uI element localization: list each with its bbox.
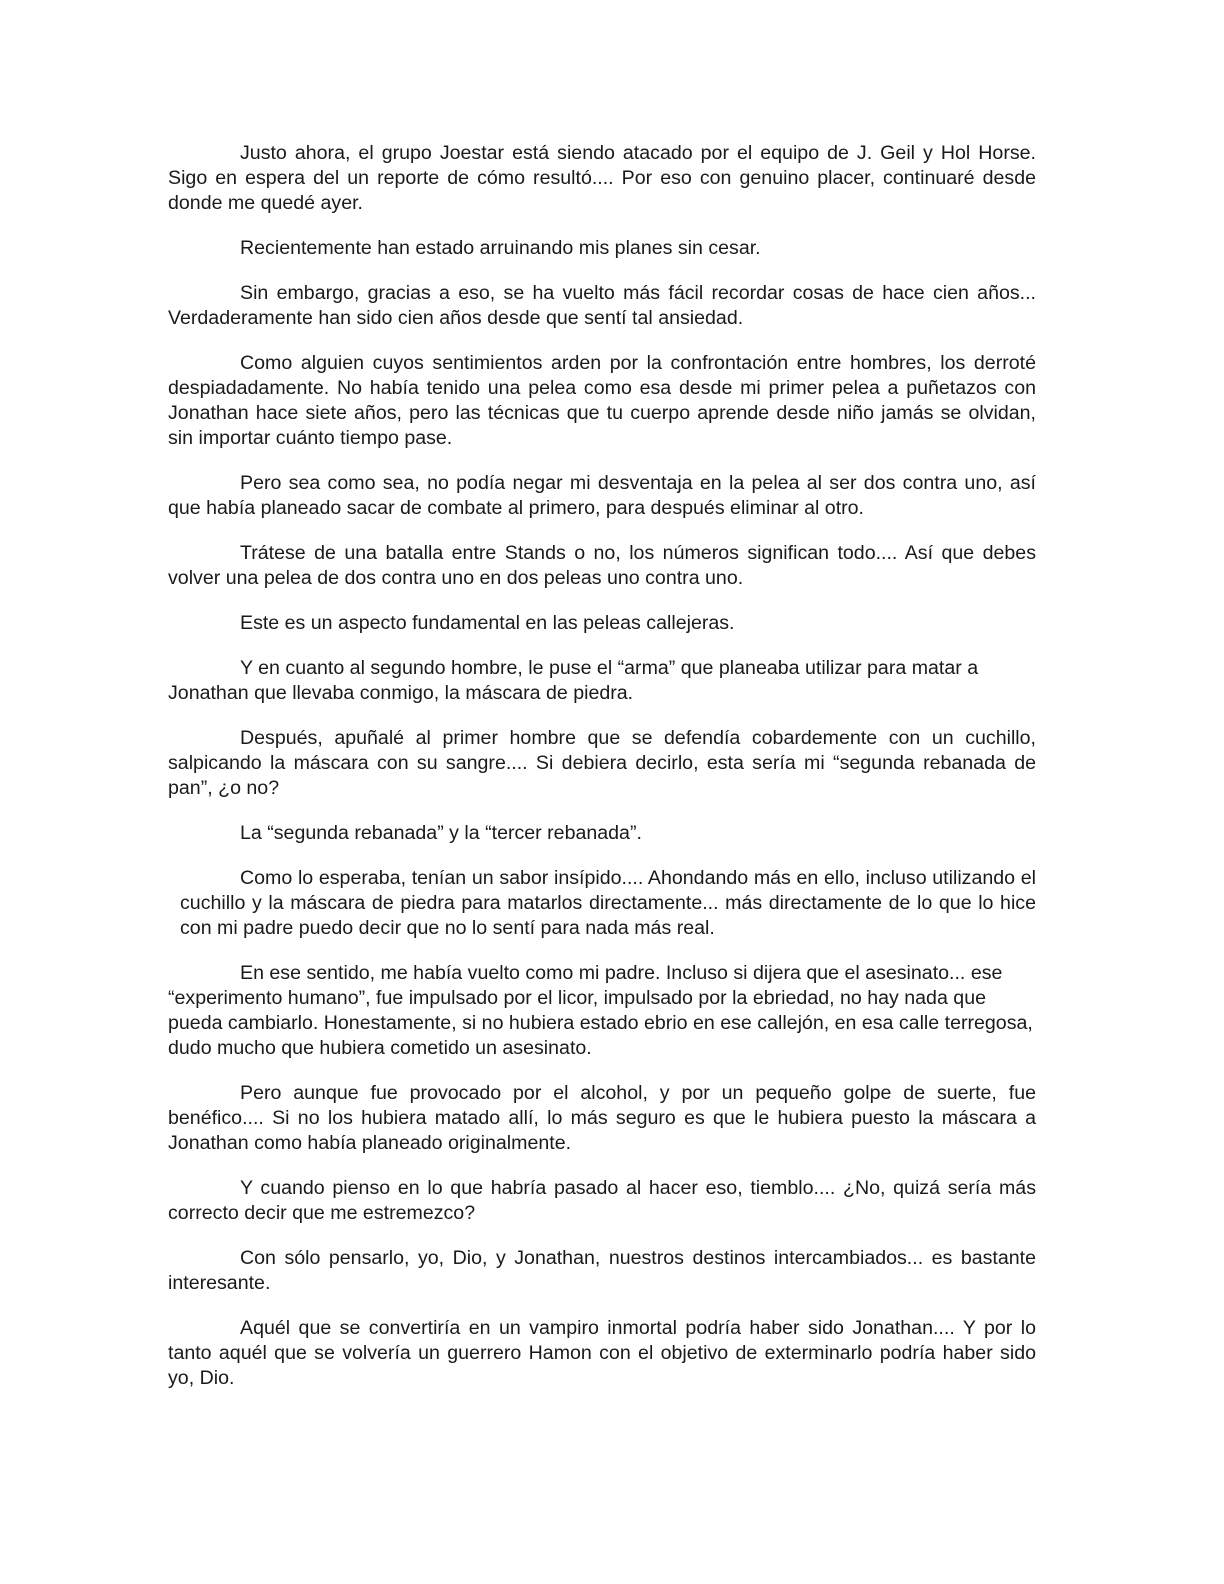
- paragraph: En ese sentido, me había vuelto como mi padre. Incluso si dijera que el asesinato... ese “experimento humano”, fue impulsado por el licor, impulsado por la ebriedad, no hay nada que pueda cambiarlo. Honestamente, si no hubiera estado ebrio en ese callejón, en esa calle terregosa, dudo mucho que hubiera cometido un asesinato.: [168, 962, 1033, 1059]
- paragraph: Pero sea como sea, no podía negar mi desventaja en la pelea al ser dos contra uno, así que había planeado sacar de combate al primero, para después eliminar al otro.: [168, 472, 1036, 519]
- paragraph: Y cuando pienso en lo que habría pasado al hacer eso, tiemblo.... ¿No, quizá sería más correcto decir que me estremezco?: [168, 1177, 1036, 1224]
- paragraph: La “segunda rebanada” y la “tercer rebanada”.: [240, 822, 642, 844]
- paragraph: Este es un aspecto fundamental en las peleas callejeras.: [240, 612, 735, 634]
- paragraph: Y en cuanto al segundo hombre, le puse el “arma” que planeaba utilizar para matar a Jonathan que llevaba conmigo, la máscara de piedra.: [168, 657, 979, 704]
- body-text: [168, 141, 1036, 1411]
- paragraph: Como lo esperaba, tenían un sabor insípido.... Ahondando más en ello, incluso utilizando el cuchillo y la máscara de piedra para matarlos directamente... más directamente de lo que lo hice con mi padre puedo decir que no lo sentí para nada más real.: [180, 867, 1036, 939]
- paragraph: Recientemente han estado arruinando mis planes sin cesar.: [240, 237, 761, 259]
- paragraph: Sin embargo, gracias a eso, se ha vuelto más fácil recordar cosas de hace cien años... Verdaderamente han sido cien años desde que sentí tal ansiedad.: [168, 282, 1036, 329]
- paragraph: Trátese de una batalla entre Stands o no, los números significan todo.... Así que debes volver una pelea de dos contra uno en dos peleas uno contra uno.: [168, 542, 1036, 589]
- paragraph: Pero aunque fue provocado por el alcohol, y por un pequeño golpe de suerte, fue benéfico.... Si no los hubiera matado allí, lo más seguro es que le hubiera puesto la máscara a Jonathan como había planeado originalmente.: [168, 1082, 1036, 1154]
- paragraph: Después, apuñalé al primer hombre que se defendía cobardemente con un cuchillo, salpicando la máscara con su sangre.... Si debiera decirlo, esta sería mi “segunda rebanada de pan”, ¿o no?: [168, 727, 1036, 799]
- paragraph: Como alguien cuyos sentimientos arden por la confrontación entre hombres, los derroté despiadadamente. No había tenido una pelea como esa desde mi primer pelea a puñetazos con Jonathan hace siete años, pero las técnicas que tu cuerpo aprende desde niño jamás se olvidan, sin importar cuánto tiempo pase.: [168, 352, 1036, 449]
- paragraph: Aquél que se convertiría en un vampiro inmortal podría haber sido Jonathan.... Y por lo tanto aquél que se volvería un guerrero Hamon con el objetivo de exterminarlo podría haber sido yo, Dio.: [168, 1317, 1036, 1389]
- paragraph: Justo ahora, el grupo Joestar está siendo atacado por el equipo de J. Geil y Hol Horse. Sigo en espera del un reporte de cómo resultó.... Por eso con genuino placer, continuaré desde donde me quedé ayer.: [168, 142, 1036, 214]
- paragraph: Con sólo pensarlo, yo, Dio, y Jonathan, nuestros destinos intercambiados... es bastante interesante.: [168, 1247, 1036, 1294]
